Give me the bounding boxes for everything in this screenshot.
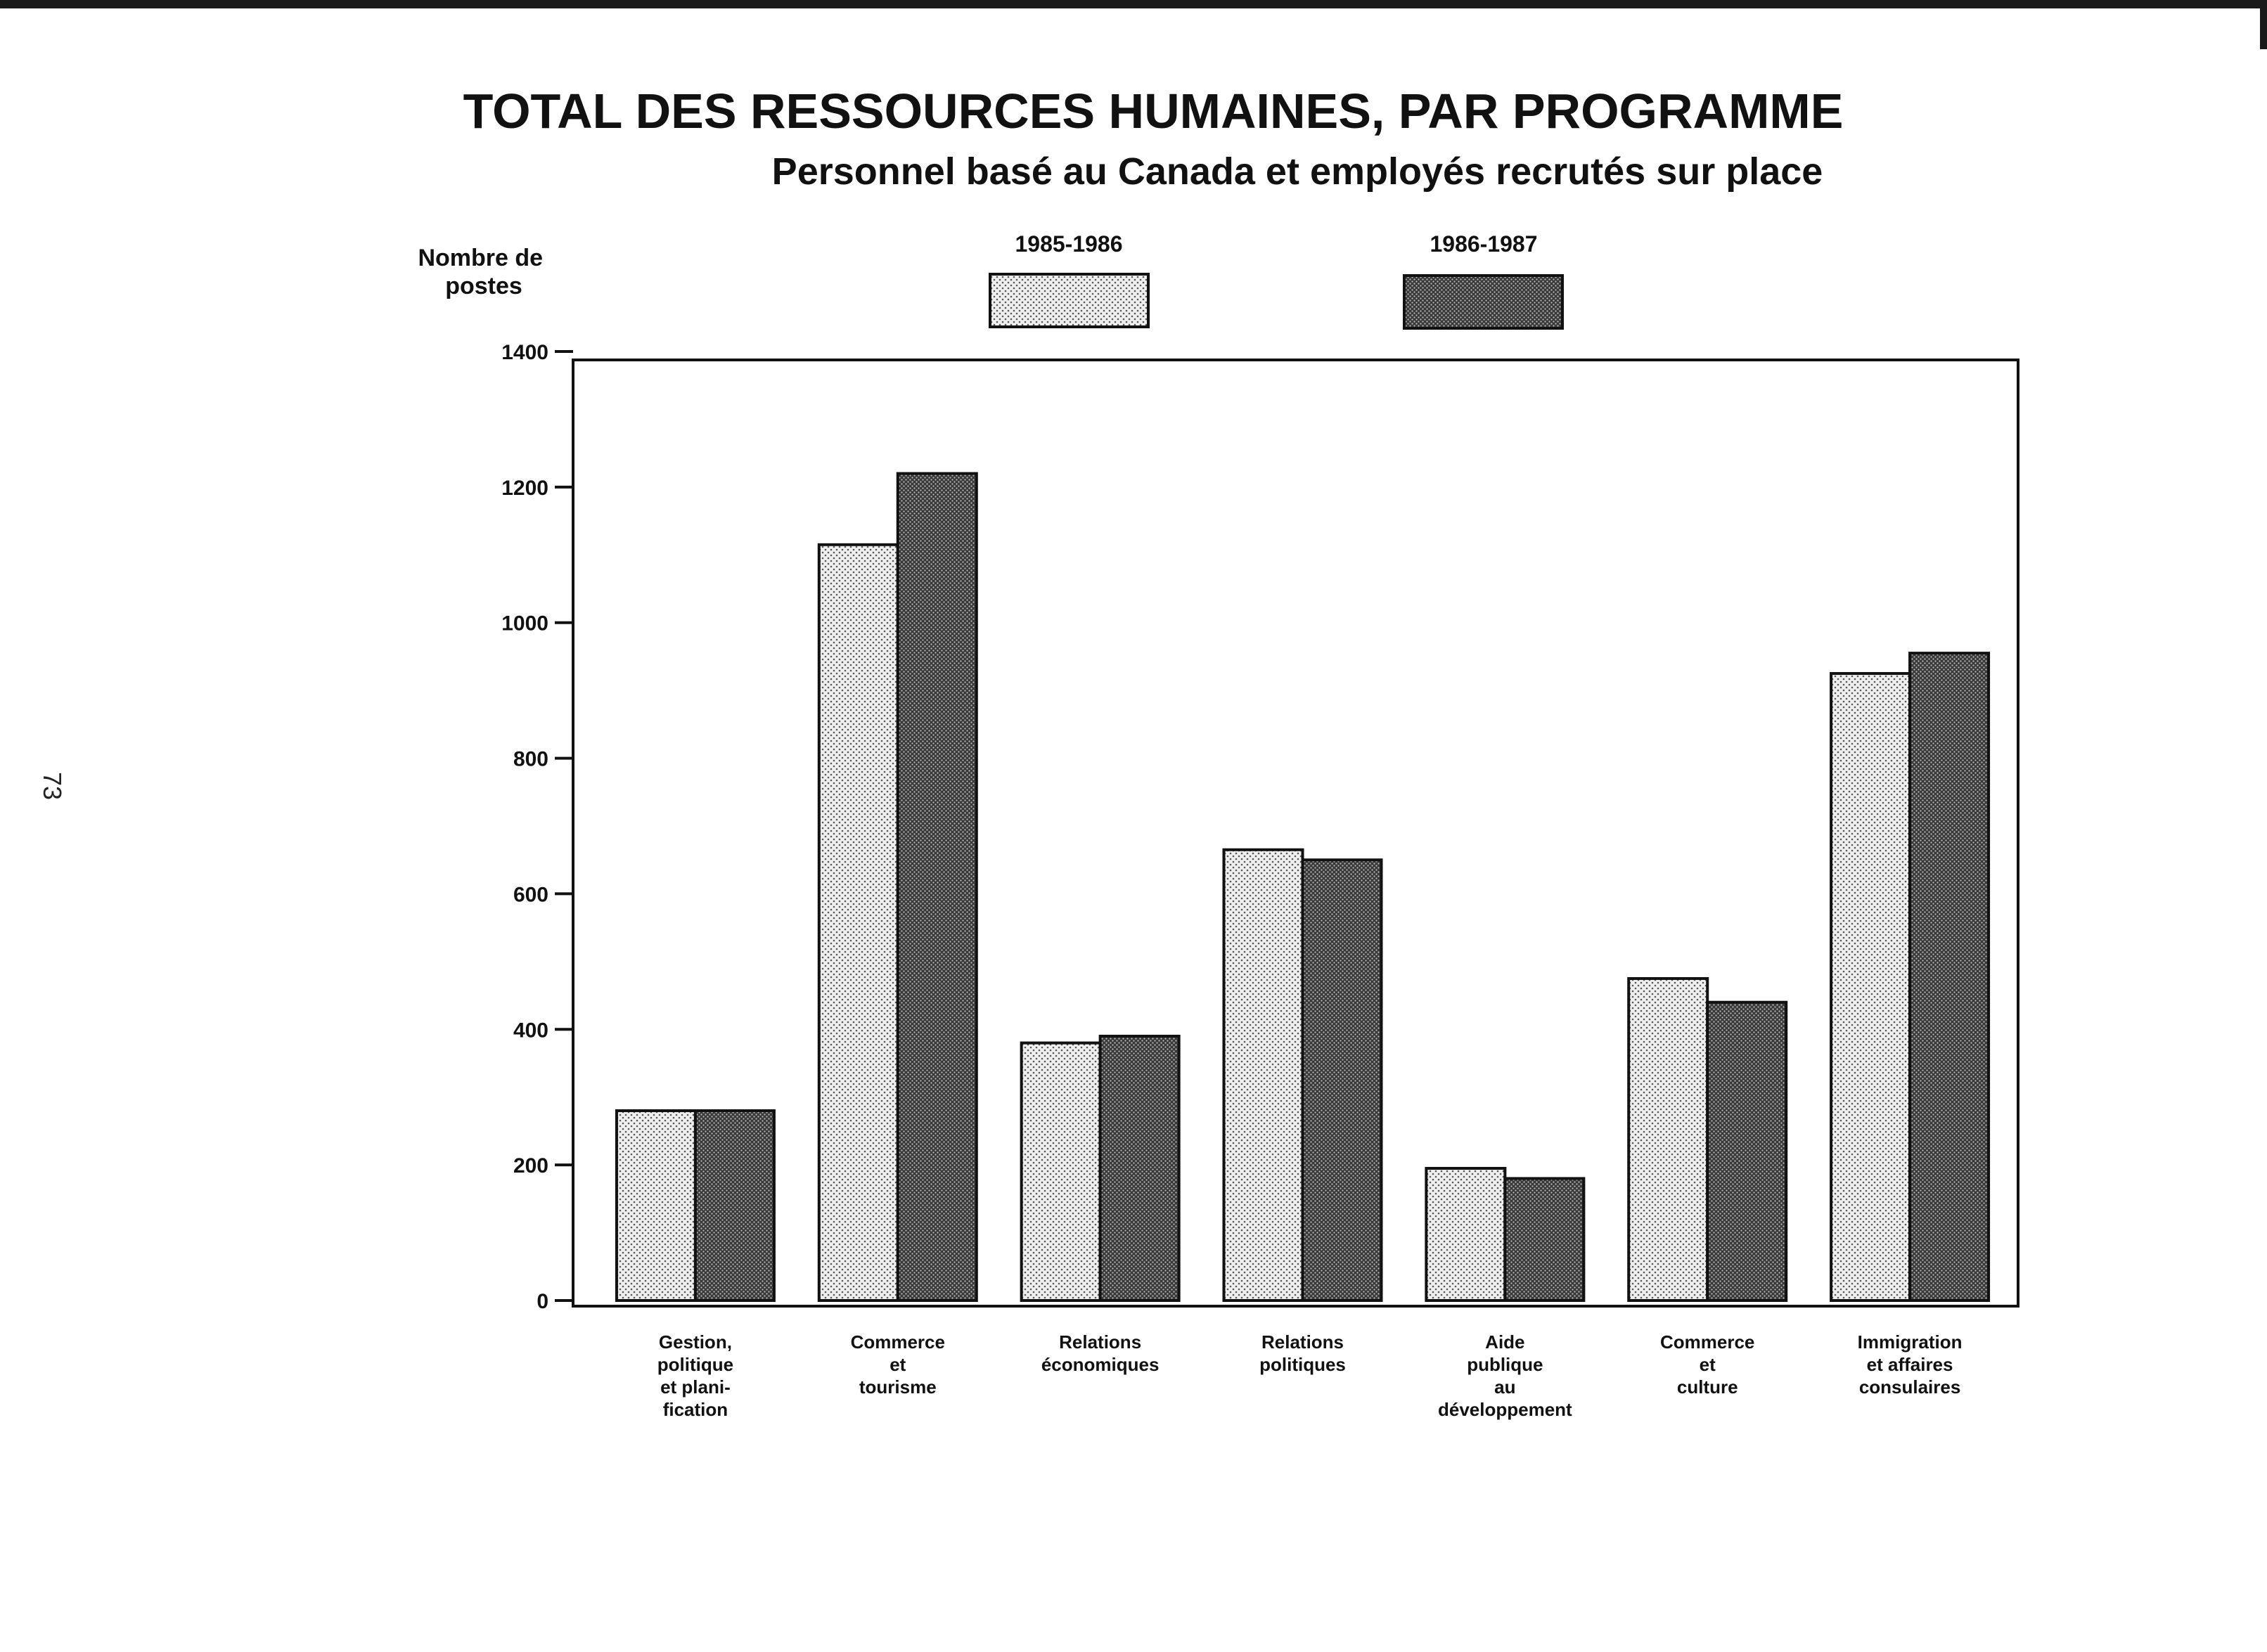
bars	[617, 474, 1989, 1301]
y-tick-label: 800	[513, 747, 548, 771]
category-label-1	[657, 1331, 733, 1420]
category-label-6	[1660, 1331, 1754, 1398]
category-label-5	[1438, 1331, 1572, 1420]
y-tick-label: 1400	[501, 341, 548, 364]
category-label-line: au	[1494, 1376, 1516, 1398]
category-label-line: politique	[657, 1354, 734, 1375]
y-tick-label: 200	[513, 1154, 548, 1178]
category-label-line: publique	[1467, 1354, 1543, 1375]
category-label-line: Immigration	[1857, 1331, 1963, 1353]
bar-series-2-cat-7	[1910, 653, 1989, 1301]
category-label-4	[1259, 1331, 1346, 1375]
category-label-line: politiques	[1259, 1354, 1346, 1375]
bar-series-2-cat-5	[1505, 1178, 1584, 1301]
category-label-line: et plani-	[660, 1376, 731, 1398]
chart-subtitle: Personnel basé au Canada et employés recrutés sur place	[771, 150, 1823, 193]
category-label-7	[1858, 1331, 1963, 1398]
category-label-line: Gestion,	[658, 1331, 732, 1353]
bar-series-2-cat-4	[1303, 860, 1382, 1301]
bar-series-2-cat-3	[1100, 1036, 1179, 1301]
bar-series-1-cat-7	[1831, 673, 1910, 1301]
page-number: 73	[38, 771, 67, 801]
category-label-line: tourisme	[859, 1376, 937, 1398]
category-label-line: culture	[1676, 1376, 1738, 1398]
bar-series-2-cat-2	[898, 474, 977, 1301]
y-axis-label-line-1: Nombre de	[418, 245, 544, 271]
category-label-line: Relations	[1059, 1331, 1142, 1353]
bar-series-1-cat-6	[1629, 979, 1707, 1301]
bar-series-2-cat-6	[1707, 1002, 1786, 1301]
category-label-line: Commerce	[850, 1331, 945, 1353]
legend-swatch-series-1	[990, 274, 1148, 327]
chart-title: TOTAL DES RESSOURCES HUMAINES, PAR PROGRAMME	[463, 84, 1844, 138]
category-label-line: consulaires	[1858, 1376, 1961, 1398]
y-tick-label: 400	[513, 1019, 548, 1043]
bar-series-1-cat-4	[1224, 850, 1303, 1301]
legend-label-series-2: 1986-1987	[1430, 231, 1538, 257]
category-label-line: Commerce	[1660, 1331, 1755, 1353]
bar-series-1-cat-2	[819, 545, 898, 1301]
top-border	[0, 0, 2267, 8]
y-tick-label: 1200	[501, 476, 548, 500]
y-axis-label-line-2: postes	[445, 273, 522, 299]
category-label-line: Relations	[1261, 1331, 1344, 1353]
bar-series-2-cat-1	[695, 1111, 774, 1301]
category-labels	[657, 1331, 1963, 1420]
bar-series-1-cat-5	[1426, 1168, 1505, 1301]
legend-swatch-series-2	[1404, 276, 1562, 328]
category-label-line: et	[890, 1354, 906, 1375]
category-label-line: économiques	[1041, 1354, 1160, 1375]
right-border	[2260, 0, 2267, 49]
legend-label-series-1: 1985-1986	[1015, 231, 1123, 257]
category-label-line: Aide	[1485, 1331, 1525, 1353]
y-tick-label: 0	[537, 1290, 548, 1313]
bar-series-1-cat-1	[617, 1111, 695, 1301]
y-axis-label	[418, 245, 549, 299]
category-label-3	[1041, 1331, 1160, 1375]
bar-series-1-cat-3	[1022, 1043, 1100, 1301]
category-label-line: développement	[1437, 1399, 1572, 1420]
category-label-line: et affaires	[1866, 1354, 1953, 1375]
y-tick-label: 600	[513, 883, 548, 907]
category-label-line: et	[1699, 1354, 1716, 1375]
y-axis-ticks	[501, 341, 573, 1313]
category-label-line: fication	[662, 1399, 728, 1420]
legend	[990, 231, 1562, 328]
category-label-2	[851, 1331, 945, 1398]
y-tick-label: 1000	[501, 612, 548, 635]
